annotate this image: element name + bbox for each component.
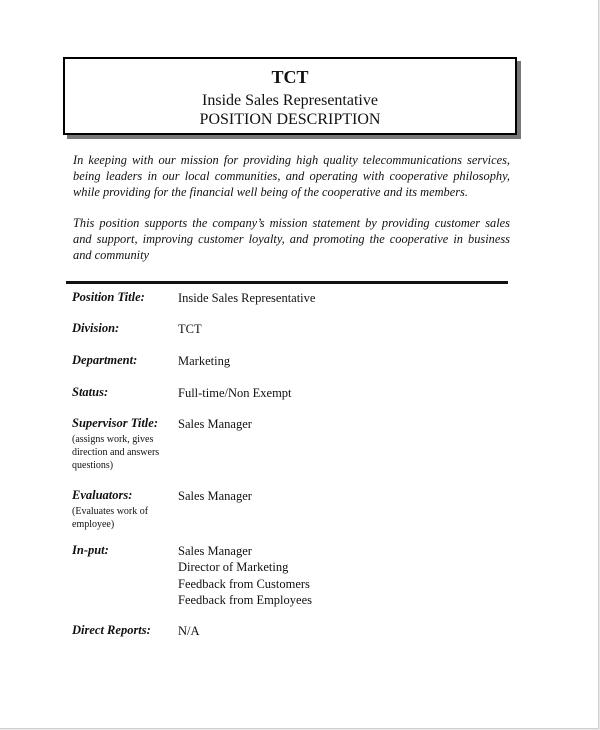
list-item: Sales Manager — [178, 544, 252, 558]
title-box — [63, 57, 517, 135]
field-note: (Evaluates work of employee) — [72, 506, 149, 530]
field-label-group — [72, 488, 182, 531]
field-label: Position Title: — [72, 290, 145, 304]
field-label: In-put: — [72, 543, 109, 557]
position-purpose-paragraph: This position supports the company’s mission statement by providing customer sales and support, improving customer loyalty, and promoting the cooperative in business and community — [73, 216, 510, 262]
field-value: Sales Manager — [178, 417, 252, 431]
field-value-list — [178, 543, 312, 608]
field-value: N/A — [178, 624, 200, 638]
field-label: Department: — [72, 353, 138, 367]
field-label: Division: — [72, 321, 120, 335]
field-label: Supervisor Title: — [72, 416, 158, 430]
field-label: Direct Reports: — [72, 623, 151, 637]
field-label: Evaluators: — [72, 488, 133, 502]
field-value: TCT — [178, 322, 202, 336]
field-note: (assigns work, gives direction and answers questions) — [72, 434, 160, 471]
list-item: Feedback from Customers — [178, 576, 310, 591]
field-label: Status: — [72, 385, 109, 399]
list-item: Director of Marketing — [178, 560, 289, 575]
job-title-heading: Inside Sales Representative — [202, 92, 378, 109]
field-value: Sales Manager — [178, 489, 252, 503]
list-item: Feedback from Employees — [178, 592, 312, 607]
section-divider — [66, 281, 508, 284]
mission-paragraph: In keeping with our mission for providing high quality telecommunications services, being leaders in our local communities, and operating with cooperative philosophy, while providing for the financial well being of the cooperative and its members. — [73, 153, 510, 199]
organization-name: TCT — [271, 67, 309, 87]
field-value: Inside Sales Representative — [178, 291, 316, 305]
document-type-heading: POSITION DESCRIPTION — [199, 111, 381, 128]
field-value: Full-time/Non Exempt — [178, 386, 292, 400]
field-value: Marketing — [178, 354, 231, 368]
field-label-group — [72, 416, 182, 472]
